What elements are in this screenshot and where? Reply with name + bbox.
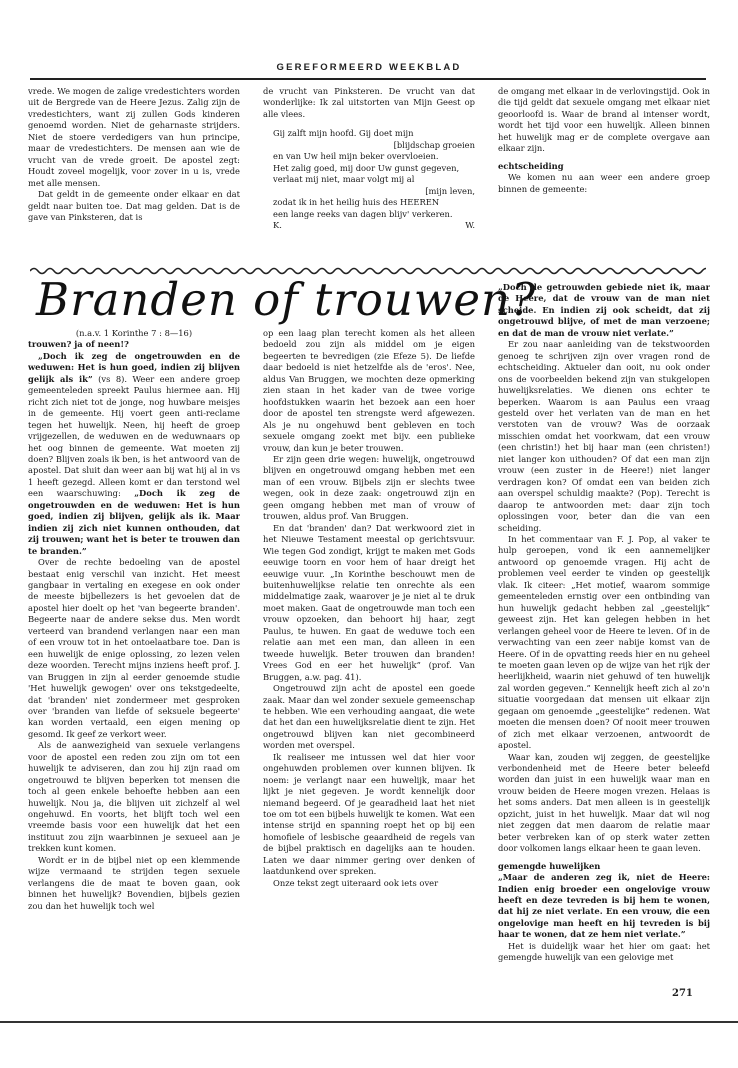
- paragraph: Dat geldt in de gemeente onder elkaar en dat geldt naar buiten toe. Dat mag gelden. Dat is de gave van Pinksteren, dat is: [28, 189, 240, 222]
- scripture-reference: (n.a.v. 1 Korinthe 7 : 8—16): [75, 328, 193, 338]
- top-column-3: [498, 86, 710, 282]
- paragraph: Waar kan, zouden wij zeggen, de geestelijke verbondenheid met de Heere beter beleefd worden dan juist in een huwelijk waar man en vrouw beiden de Heere mogen vrezen. Helaas is het soms anders. Dat men alleen is in geestelijk opzicht, juist in het huwelijk. Maar dat wil nog niet zeggen dat men daarom de relatie maar beter verbreken kan of op sterk water zetten door volkomen langs elkaar heen te gaan leven.: [498, 751, 710, 854]
- bold-quote: „Doch ik zeg de ongetrouwden en de weduwen: Het is hun goed, indien zij blijven, gelijk als ik. Maar indien zij zich niet kunnen onthouden, dat zij trouwen; want het is beter te trouwen dan te branden.”: [28, 488, 240, 556]
- bold-quote: „Doch de getrouwden gebiede niet ik, maar de Heere, dat de vrouw van de man niet scheide. En indien zij ook scheidt, dat zij ongetrouwd blijve, of met de man verzoene; en dat de man de vrouw niet verlate.”: [498, 282, 710, 338]
- section-heading: trouwen? ja of neen!?: [28, 339, 129, 350]
- paragraph-text: (vs 8). Weer een andere groep gemeenteleden spreekt Paulus hiermee aan. Hij richt zich niet tot de jonge, nog huwbare meisjes in de gemeente. Hij voert geen anti-reclame tegen het huwelijk. Neen, hij heeft de groep vrijgezellen, de weduwen en de weduwnaars op het oog binnen de gemeente. Wat moeten zij doen? Blijven zoals ik ben, is het antwoord van de apostel. Dat sluit dan weer aan bij wat hij al in vs 1 heeft gezegd. Alleen komt er dan terstond wel een waarschuwing:: [28, 373, 240, 499]
- poem-line: verlaat mij niet, maar volgt mij al: [273, 174, 415, 185]
- signature-right: W.: [465, 219, 475, 230]
- signature: [263, 220, 475, 231]
- section-heading: echtscheiding: [498, 160, 564, 171]
- signature-left: K.: [273, 219, 282, 230]
- paragraph: En dat 'branden' dan? Dat werkwoord ziet in het Nieuwe Testament meestal op gerichtsvuur. Wie tegen God zondigt, krijgt te maken met Gods eeuwige toorn en voor hem of haar dreigt het eeuwige vuur. „In Korinthe beschouwt men de buitenhuwelijkse relatie ten onrechte als een middelmatige zaak, waarover je je niet al te druk moet maken. Gaat de ongetrouwde man toch een vrouw opzoeken, dan behoort hij haar, zegt Paulus, te huwen. En gaat de weduwe toch een relatie aan met een man, dan alleen in een tweede huwelijk. Beter trouwen dan branden! Vrees God en eer het huwelijk” (prof. Van Bruggen, a.w. pag. 41).: [263, 522, 475, 682]
- paragraph: op een laag plan terecht komen als het alleen bedoeld zou zijn als middel om je eigen begeerten te bevredigen (zie Efeze 5). De liefde daar bedoeld is niet hetzelfde als de 'eros'. Nee, aldus Van Bruggen, we mochten deze opmerking zien staan in het kader van de twee vorige hoofdstukken waarin het bezoek aan een hoer door de apostel ten strengste werd afgewezen. Als je nu ongehuwd bent gebleven en toch sexuele omgang zoekt met bijv. een publieke vrouw, dan kun je beter trouwen.: [263, 328, 475, 453]
- article-column-3: [498, 282, 710, 978]
- article-column-2: [263, 328, 475, 980]
- running-header: GEREFORMEERD WEEKBLAD: [276, 62, 462, 73]
- paragraph: Ik realiseer me intussen wel dat hier voor ongehuwden problemen over kunnen blijven. Ik noem: je verlangt naar een huwelijk, maar het lijkt je niet gegeven. Je wordt kennelijk door niemand begeerd. Of je gearadheid laat het niet toe om tot een bijbels huwelijk te komen. Wat een intense strijd en spanning roept het op bij een homofiele of lesbische geaardheid de regels van de bijbel praktisch en dagelijks aan te houden. Laten we daar nimmer gering over denken of laatdunkend over spreken.: [263, 751, 475, 877]
- paragraph: Ongetrouwd zijn acht de apostel een goede zaak. Maar dan wel zonder sexuele gemeenschap te hebben. Wie een verhouding aangaat, die wete dat het dan een huwelijksrelatie dient te zijn. Het ongetrouwd blijven kan niet gecombineerd worden met overspel.: [263, 683, 475, 751]
- paragraph: Er zijn geen drie wegen: huwelijk, ongetrouwd blijven en ongetrouwd omgang hebben met een man of een vrouw. Bijbels zijn er slechts twee wegen, ook in deze zaak: ongetrouwd zijn en geen omgang hebben met man of vrouw of trouwen, aldus prof. Van Bruggen.: [263, 453, 475, 522]
- paragraph: Als de aanwezigheid van sexuele verlangens voor de apostel een reden zou zijn om tot een huwelijk te adviseren, dan zou hij zijn raad om ongetrouwd te blijven beperken tot mensen die toch al geen enkele behoefte hebben aan een huwelijk. Nou ja, die blijven uit zichzelf al wel ongehuwd. En voorts, het blijft toch wel een vreemde basis voor een huwelijk dat het een instituut zou zijn waarbinnen je sexueel aan je trekken kunt komen.: [28, 740, 240, 854]
- page-number: 271: [672, 988, 693, 999]
- paragraph: We komen nu aan weer een andere groep binnen de gemeente:: [498, 172, 710, 194]
- paragraph: Over de rechte bedoeling van de apostel bestaat enig verschil van inzicht. Het meest gangbaar in vertaling en exegese en ook onder de meeste bijbellezers is het gevoelen dat de apostel hier doelt op het 'van begeerte branden'. Begeerte naar de andere sekse dus. Men wordt verteerd van brandend verlangen naar een man of een vrouw tot in het ontoelaatbare toe. Dan is een huwelijk de enige oplossing, zo lezen velen deze woorden. Terecht mijns inziens heeft prof. J. van Bruggen in zijn al eerder genoemde studie 'Het huwelijk gewogen' over ons tekstgedeelte, dat 'branden' niet zondermeer met gesproken over 'branden van liefde of seksuele begeerte' kan worden vertaald, een eigen mening op gesomd. Ik geef ze verkort weer.: [28, 557, 240, 739]
- poem-line: een lange reeks van dagen blijv' verkeren.: [273, 208, 453, 219]
- bold-quote: „Doch ik zeg de ongetrouwden en de weduwen: Het is hun goed, indien zij blijven gelijk als ik”: [28, 350, 240, 384]
- paragraph: vrede. We mogen de zalige vredestichters worden uit de Bergrede van de Heere Jezus. Zalig zijn de vredestichters, want zij zullen Gods kinderen genoemd worden. Niet de geharnaste strijders. Niet de stoere verdedigers van hun principe, maar de vredestichters. De mensen aan wie de vrucht van de vrede groeit. De apostel zegt: Houdt zoveel mogelijk, voor zover in u is, vrede met alle mensen.: [28, 86, 240, 188]
- paragraph: de vrucht van Pinksteren. De vrucht van dat wonderlijke: Ik zal uitstorten van Mijn Geest op alle vlees.: [263, 86, 475, 119]
- section-heading: gemengde huwelijken: [498, 860, 601, 871]
- poem-line: en van Uw heil mijn beker overvloeien.: [273, 151, 439, 162]
- poem-line: Gij zalft mijn hoofd. Gij doet mijn: [273, 128, 414, 139]
- article-title: Branden of trouwen?: [36, 273, 537, 326]
- bottom-rule: [0, 1021, 738, 1023]
- poem-line: [blijdschap groeien: [393, 139, 475, 150]
- paragraph: In het commentaar van F. J. Pop, al vaker te hulp geroepen, vond ik een aannemelijker antwoord op genoemde vragen. Hij acht de problemen veel eerder te vinden op geestelijk vlak. Ik citeer: „Het motief, waarom sommige gemeenteleden ernstig over een ontbinding van hun huwelijk gedacht hebben zal „geestelijk” geweest zijn. Het kan gelegen hebben in het verlangen geheel voor de Heere te leven. Of in de verwachting van een zeer nabije komst van de Heere. Of in de opvatting reeds hier en nu geheel te moeten gaan leven op de wijze van het rijk der heerlijkheid, waarin niet gehuwd of ten huwelijk zal worden gegeven.” Kennelijk heeft zich al zo'n situatie voorgedaan dat mensen uit elkaar zijn gegaan om genoemde „geestelijke” redenen. Wat moeten die mensen doen? Of nooit meer trouwen of zich met elkaar verzoenen, antwoordt de apostel.: [498, 533, 710, 751]
- psalm-quote: [263, 128, 475, 220]
- article-column-1: [28, 328, 240, 980]
- bold-quote: „Maar de anderen zeg ik, niet de Heere: Indien enig broeder een ongelovige vrouw heeft en deze tevreden is bij hem te wonen, dat hij ze niet verlate. En een vrouw, die een ongelovige man heeft en hij tevreden is bij haar te wonen, dat ze hem niet verlate.”: [498, 872, 710, 940]
- paragraph: [28, 351, 240, 557]
- paragraph: Wordt er in de bijbel niet op een klemmende wijze vermaand te strijden tegen sexuele verlangens die de maat te boven gaan, ook binnen het huwelijk? Bovendien, bijbels gezien zou dan het huwelijk toch wel: [28, 854, 240, 911]
- poem-line: Het zalig goed, mij door Uw gunst gegeven,: [273, 162, 460, 173]
- top-column-1: [28, 86, 240, 256]
- paragraph: Het is duidelijk waar het hier om gaat: het gemengde huwelijk van een gelovige met: [498, 940, 710, 963]
- top-column-2: [263, 86, 475, 256]
- paragraph: Onze tekst zegt uiteraard ook iets over: [273, 877, 439, 888]
- header-rule: [30, 78, 706, 80]
- poem-line: zodat ik in het heilig huis des HEEREN: [273, 197, 440, 208]
- paragraph: Er zou naar aanleiding van de tekstwoorden genoeg te schrijven zijn over vragen rond de echtscheiding. Aktueler dan ooit, nu ook onder ons de voorbeelden bekend zijn van stukgelopen huwelijksrelaties. We dienen ons echter te beperken. Waarom is aan Paulus een vraag gesteld over het verlaten van de man en het verstoten van de vrouw? Was de oorzaak misschien omdat het voorkwam, dat een vrouw (een christin!) het bij haar man (een christen!) niet langer kon uithouden? Of dat een man zijn vrouw (een zuster in de Heere!) niet langer verdragen kon? Of omdat een van beiden zich aan overspel schuldig maakte? (Pop). Terecht is daarop te antwoorden met: daar zijn toch oplossingen voor, beter dan die van een scheiding.: [498, 339, 710, 533]
- poem-line: [mijn leven,: [425, 185, 475, 196]
- paragraph: de omgang met elkaar in de verlovingstijd. Ook in die tijd geldt dat sexuele omgang met elkaar niet geoorloofd is. Waar de brand al intenser wordt, wordt het tijd voor een huwelijk. Alleen binnen het huwelijk mag er de complete overgave aan elkaar zijn.: [498, 86, 710, 154]
